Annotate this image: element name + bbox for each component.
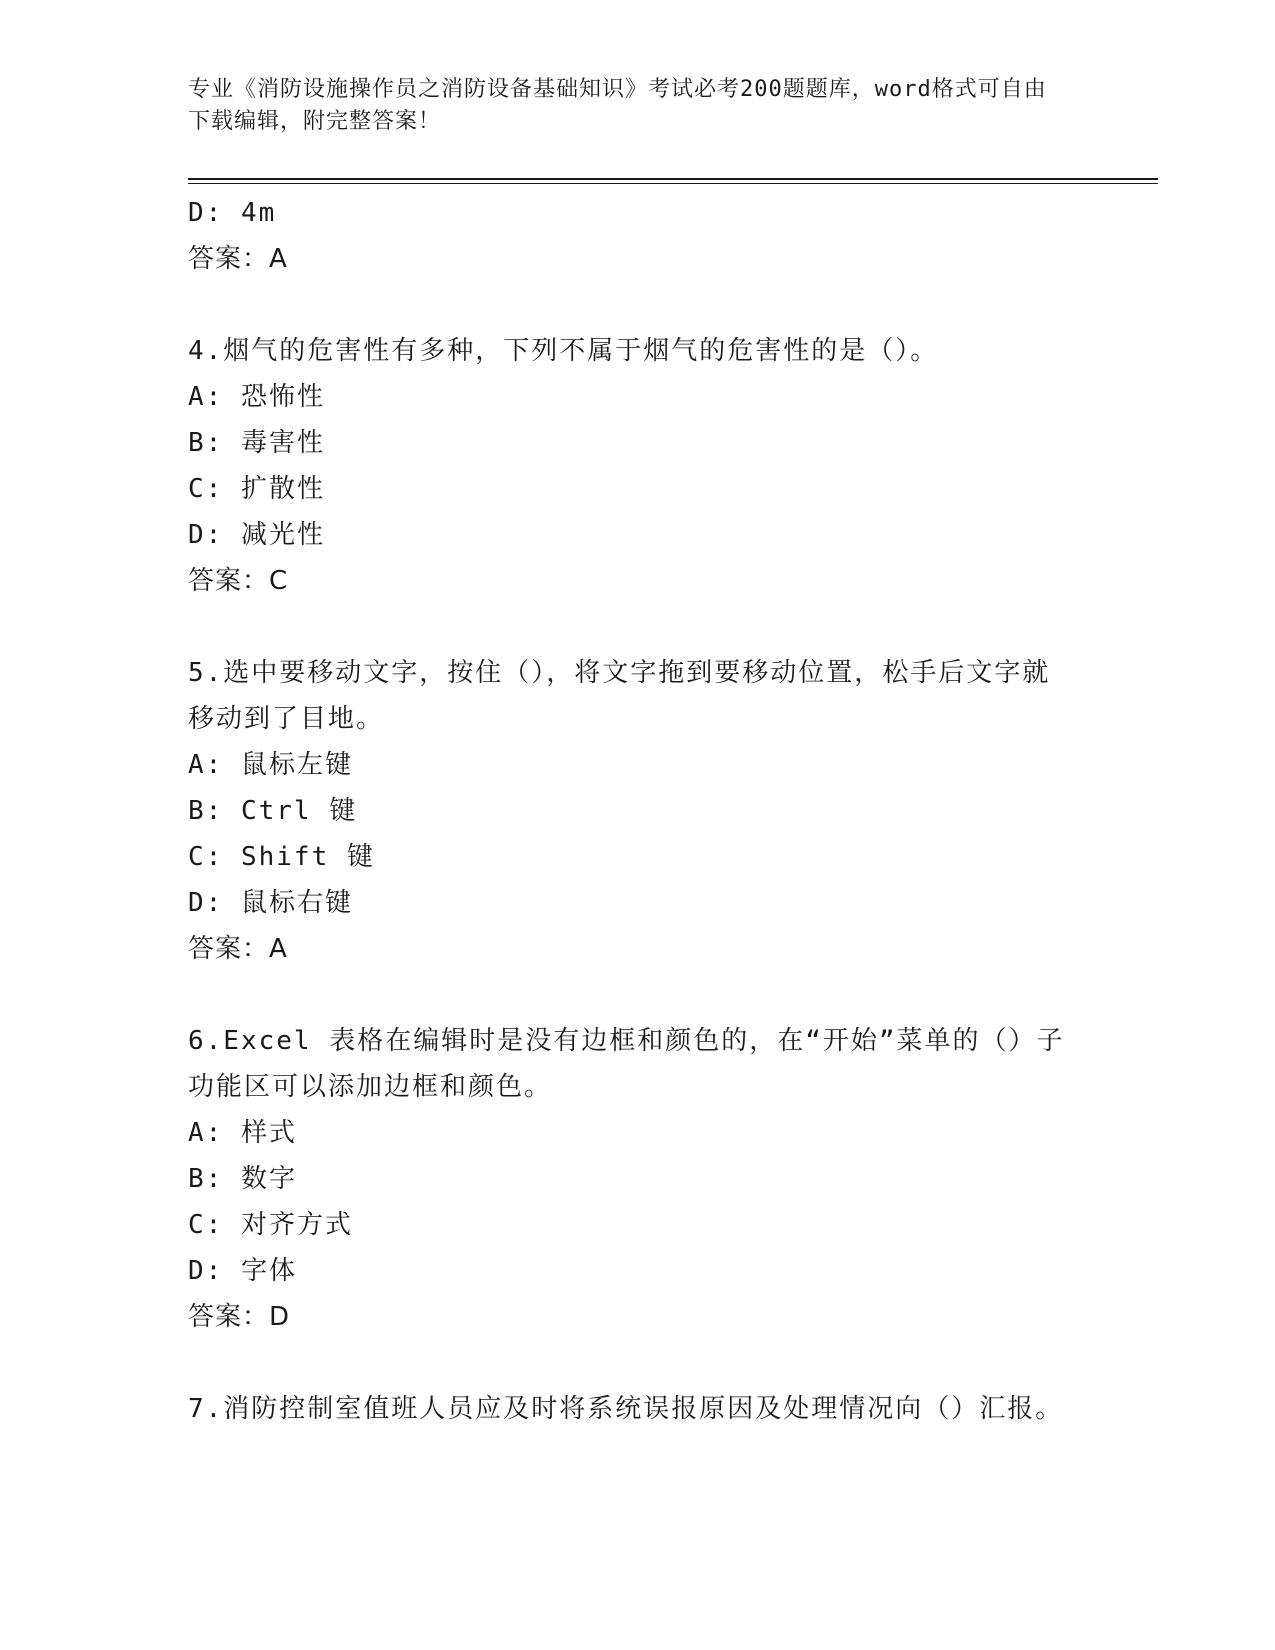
document-header: 专业《消防设施操作员之消防设备基础知识》考试必考200题题库，word格式可自由下载编辑，附完整答案！ xyxy=(188,77,1047,134)
option-c: C: 对齐方式 xyxy=(188,1210,353,1240)
spacer xyxy=(188,604,1108,650)
option-d: D: 鼠标右键 xyxy=(188,888,353,918)
option-a: A: 样式 xyxy=(188,1118,297,1148)
question-block xyxy=(188,1386,1108,1432)
answer-line: 答案：A xyxy=(188,934,288,964)
option-d: D: 减光性 xyxy=(188,520,325,550)
option-b: B: Ctrl 键 xyxy=(188,796,358,826)
option-b: B: 数字 xyxy=(188,1164,297,1194)
header-divider-thick xyxy=(188,178,1158,180)
question-block xyxy=(188,328,1108,604)
option-c: C: 扩散性 xyxy=(188,474,325,504)
option-c: C: Shift 键 xyxy=(188,842,375,872)
option-a: A: 恐怖性 xyxy=(188,382,325,412)
option-d: D: 字体 xyxy=(188,1256,297,1286)
answer-line: 答案：A xyxy=(188,244,288,274)
option-b: B: 毒害性 xyxy=(188,428,325,458)
header-divider-thin xyxy=(188,183,1158,184)
question-block xyxy=(188,650,1108,972)
question-stem: 7.消防控制室值班人员应及时将系统误报原因及处理情况向（）汇报。 xyxy=(188,1394,1064,1424)
answer-line: 答案：D xyxy=(188,1302,291,1332)
option-d: D: 4m xyxy=(188,198,277,228)
spacer xyxy=(188,1340,1108,1386)
answer-line: 答案：C xyxy=(188,566,289,596)
spacer xyxy=(188,972,1108,1018)
question-stem: 6.Excel 表格在编辑时是没有边框和颜色的，在“开始”菜单的（）子功能区可以添加边框和颜色。 xyxy=(188,1026,1065,1102)
question-stem: 4.烟气的危害性有多种，下列不属于烟气的危害性的是（）。 xyxy=(188,336,939,366)
question-stem: 5.选中要移动文字，按住（），将文字拖到要移动位置，松手后文字就移动到了目地。 xyxy=(188,658,1051,734)
document-body xyxy=(188,190,1108,1432)
spacer xyxy=(188,282,1108,328)
question-block xyxy=(188,1018,1108,1340)
option-a: A: 鼠标左键 xyxy=(188,750,353,780)
